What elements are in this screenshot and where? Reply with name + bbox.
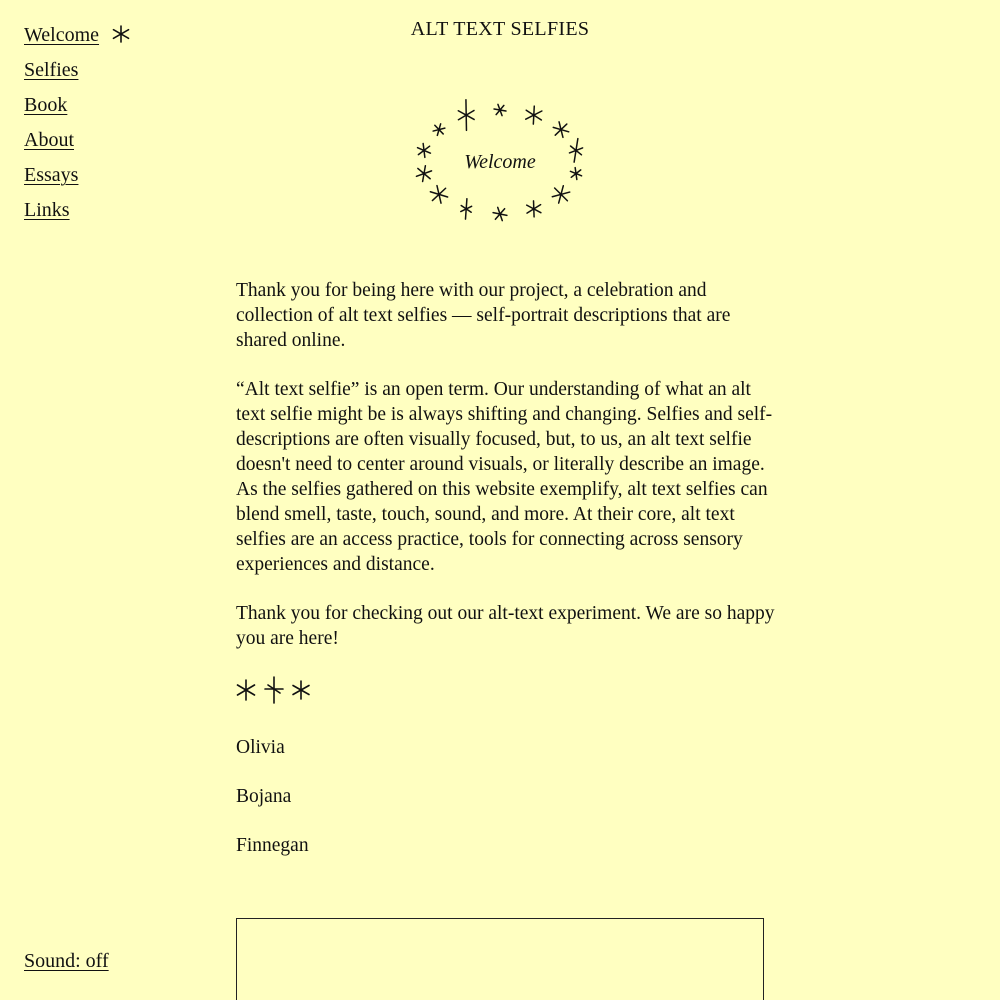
definition-paragraph: “Alt text selfie” is an open term. Our understanding of what an alt text selfie might be is always shifting and changing. Selfies and self-descriptions are often visually focused, but, to us, an alt text selfie doesn't need to center around visuals, or literally describe an image. As the selfies gathered on this website exemplify, alt text selfies can blend smell, taste, touch, sound, and more. At their core, alt text selfies are an access practice, tools for connecting across sensory experiences and distance. bbox=[236, 379, 773, 575]
sound-toggle[interactable]: Sound: off bbox=[24, 950, 109, 972]
sidebar-item-book bbox=[24, 92, 130, 127]
intro-paragraph: Thank you for being here with our project, a celebration and collection of alt text selfies — self-portrait descriptions that are shared online. bbox=[236, 280, 731, 351]
welcome-star-ring bbox=[400, 92, 600, 232]
nav-link-links[interactable]: Links bbox=[24, 199, 70, 221]
asterisk-star-icon bbox=[493, 103, 507, 118]
signature-finnegan: Finnegan bbox=[236, 835, 309, 856]
embed-frame bbox=[236, 918, 764, 1000]
star-divider bbox=[236, 675, 776, 705]
sidebar-item-selfies bbox=[24, 57, 130, 92]
site-title: ALT TEXT SELFIES bbox=[410, 18, 590, 40]
asterisk-star-icon bbox=[527, 201, 541, 217]
sidebar-item-links bbox=[24, 197, 130, 232]
asterisk-star-icon bbox=[552, 120, 569, 139]
thanks-paragraph: Thank you for checking out our alt-text experiment. We are so happy you are here! bbox=[236, 603, 775, 649]
signature-bojana: Bojana bbox=[236, 786, 292, 807]
sidebar-nav bbox=[24, 22, 130, 232]
nav-link-about[interactable]: About bbox=[24, 129, 74, 151]
nav-link-book[interactable]: Book bbox=[24, 94, 68, 116]
asterisk-star-icon bbox=[238, 680, 255, 700]
nav-link-selfies[interactable]: Selfies bbox=[24, 59, 79, 81]
asterisk-star-icon bbox=[492, 205, 508, 222]
nav-link-essays[interactable]: Essays bbox=[24, 164, 79, 186]
asterisk-star-icon bbox=[293, 681, 309, 699]
sparkle-star-icon bbox=[265, 677, 283, 703]
asterisk-star-icon bbox=[526, 106, 543, 125]
nav-link-welcome[interactable]: Welcome bbox=[24, 24, 100, 46]
sidebar-item-about bbox=[24, 127, 130, 162]
sidebar-item-essays bbox=[24, 162, 130, 197]
welcome-label: Welcome bbox=[464, 151, 536, 173]
main-content bbox=[236, 278, 776, 882]
asterisk-star-icon bbox=[429, 184, 448, 205]
asterisk-star-icon bbox=[432, 122, 445, 136]
asterisk-star-icon bbox=[551, 184, 571, 205]
signature-olivia: Olivia bbox=[236, 737, 285, 758]
asterisk-star-icon bbox=[458, 100, 474, 131]
asterisk-star-icon bbox=[460, 198, 472, 219]
signatures bbox=[236, 735, 776, 858]
